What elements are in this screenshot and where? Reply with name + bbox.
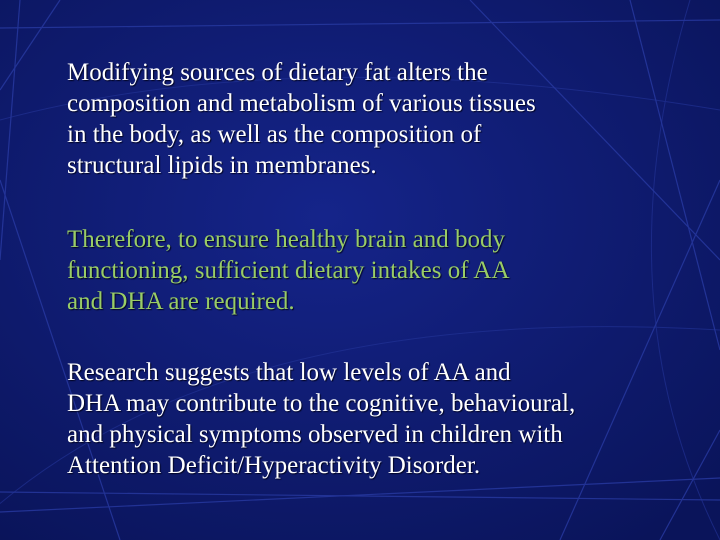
paragraph-dietary-fat: Modifying sources of dietary fat alters the composition and metabolism of various tissues in the body, as well as the composition of structural lipids in membranes.	[67, 59, 536, 179]
paragraph-research-adhd: Research suggests that low levels of AA and DHA may contribute to the cognitive, behavioural, and physical symptoms observed in children with Attention Deficit/Hyperactivity Disorder.	[67, 359, 576, 479]
paragraph-healthy-functioning: Therefore, to ensure healthy brain and body functioning, sufficient dietary intakes of AA and DHA are required.	[67, 226, 510, 315]
